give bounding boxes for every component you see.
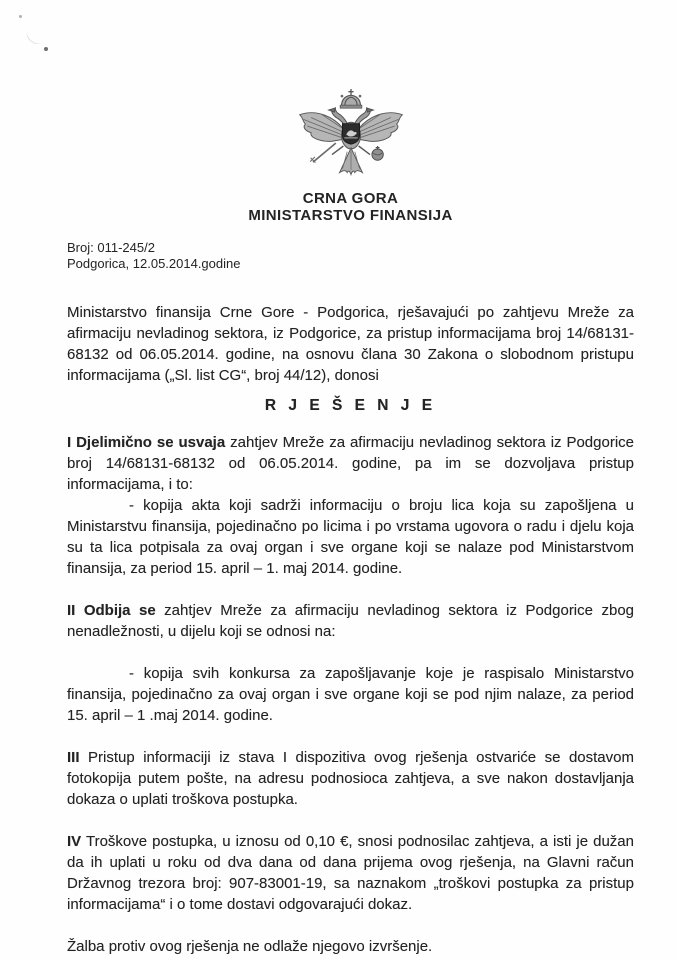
section-2-item: - kopija svih konkursa za zapošljavanje koje je raspisalo Ministarstvo finansija, pojedinačno za ovaj organ i sve organe koji se pod njim nalaze, za period 15. april – 1 .maj 2014. godine. bbox=[67, 665, 634, 724]
section-3-paragraph bbox=[67, 747, 634, 810]
document-content bbox=[67, 0, 634, 957]
section-4-lead: IV bbox=[67, 833, 82, 850]
section-1-item: - kopija akta koji sadrži informaciju o broju lica koja su zapošljena u Ministarstvu finansija, pojedinačno po licima i po vrstama ugovora o radu i djelu koja su ta lica potpisala za ovaj organ i sve organe koji se nalaze pod Ministarstvom finansija, za period 15. april – 1. maj 2014. godine. bbox=[67, 497, 634, 577]
section-4-text: Troškove postupka, u iznosu od 0,10 €, snosi podnosilac zahtjeva, a isti je dužan da ih uplati u roku od dva dana od dana prijema ovog rješenja, na Glavni račun Državnog trezora broj: 907-83001-19, sa naznakom „troškovi postupka za pristup informacijama“ i o tome dostavi odgovarajući dokaz. bbox=[67, 833, 634, 913]
closing-paragraph: Žalba protiv ovog rješenja ne odlaže njegovo izvršenje. bbox=[67, 938, 433, 955]
section-2-paragraph bbox=[67, 600, 634, 642]
scan-speck bbox=[44, 47, 48, 51]
section-4-paragraph bbox=[67, 831, 634, 915]
document-meta bbox=[67, 240, 634, 271]
header-country: CRNA GORA bbox=[302, 190, 399, 207]
scan-mark bbox=[24, 26, 46, 47]
doc-place-date: Podgorica, 12.05.2014.godine bbox=[67, 255, 241, 271]
intro-paragraph: Ministarstvo finansija Crne Gore - Podgorica, rješavajući po zahtjevu Mreže za afirmaciju nevladinog sektora, iz Podgorice, za pristup informacijama broj 14/68131-68132 od 06.05.2014. godine, na osnovu člana 30 Zakona o slobodnom pristupu informacijama („Sl. list CG“, broj 44/12), donosi bbox=[67, 304, 634, 384]
scan-speck bbox=[19, 15, 22, 18]
montenegro-coat-of-arms-icon bbox=[294, 88, 408, 185]
section-1-lead: I Djelimično se usvaja bbox=[67, 434, 226, 451]
emblem-container bbox=[67, 88, 634, 185]
header-ministry: MINISTARSTVO FINANSIJA bbox=[248, 207, 453, 224]
decision-title: R J E Š E N J E bbox=[264, 397, 437, 414]
section-1-text: zahtjev Mreže za afirmaciju nevladinog sektora iz Podgorice broj 14/68131-68132 od 06.05.2014. godine, pa im se dozvoljava pristup informacijama, i to: bbox=[67, 434, 634, 493]
section-2-text: zahtjev Mreže za afirmaciju nevladinog sektora iz Podgorice zbog nenadležnosti, u dijelu koji se odnosi na: bbox=[67, 602, 635, 640]
doc-number: Broj: 011-245/2 bbox=[67, 240, 155, 255]
section-1-paragraph bbox=[67, 432, 634, 495]
section-2-lead: II Odbija se bbox=[67, 602, 156, 619]
section-3-lead: III bbox=[67, 749, 80, 766]
section-3-text: Pristup informaciji iz stava I dispozitiva ovog rješenja ostvariće se dostavom fotokopija putem pošte, na adresu podnosioca zahtjeva, a sve nakon dostavljanja dokaza o uplati troškova postupka. bbox=[67, 749, 634, 808]
